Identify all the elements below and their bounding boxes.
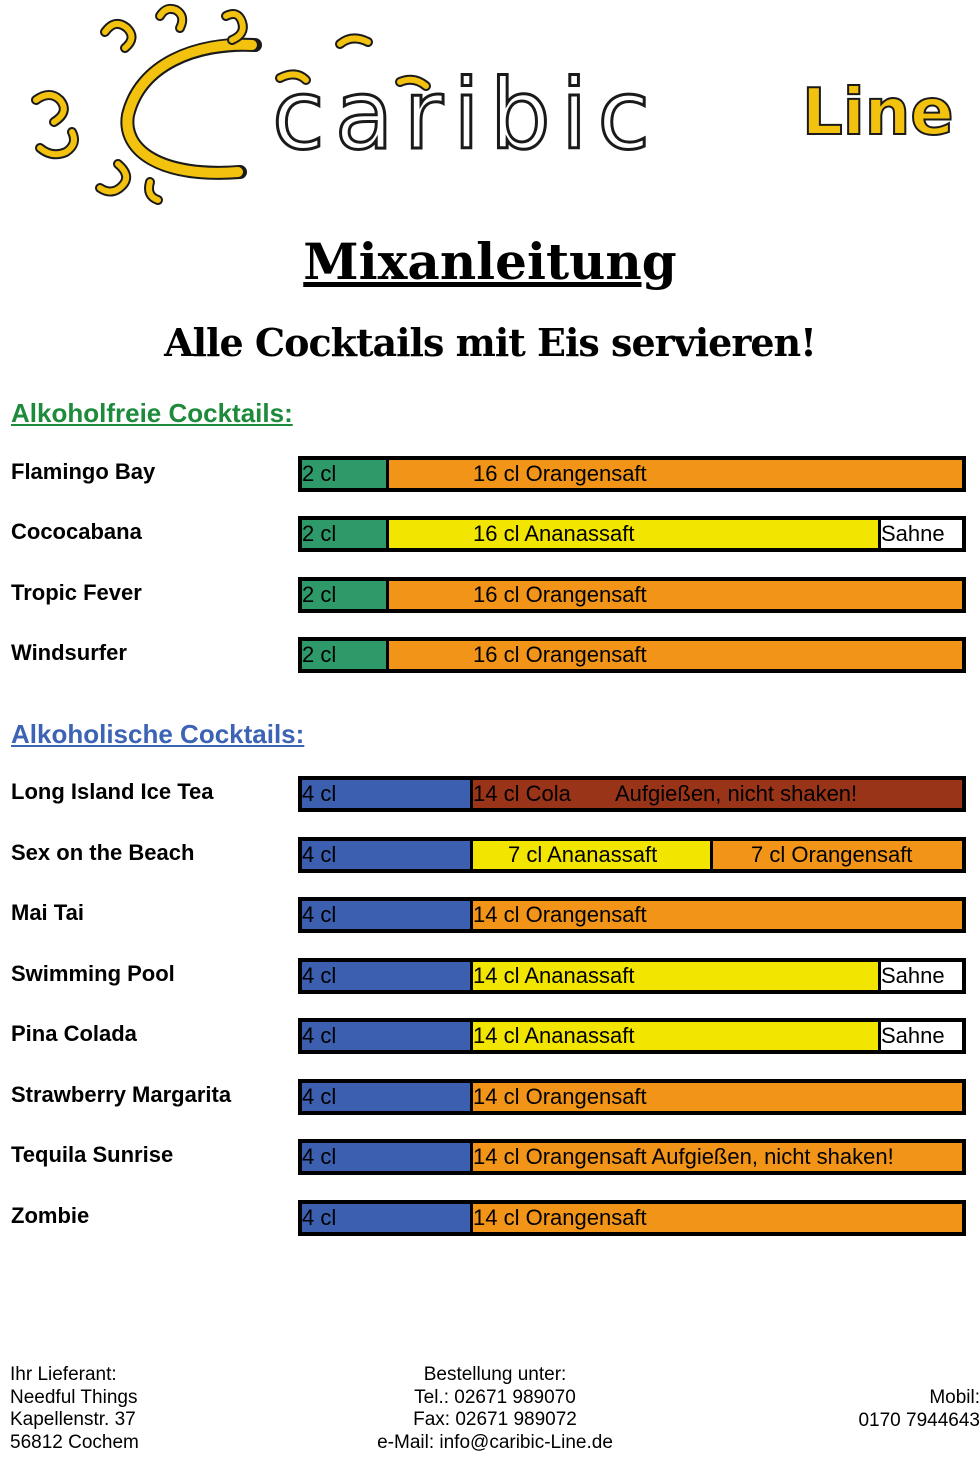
non-alcoholic-heading: Alkoholfreie Cocktails: xyxy=(11,398,293,428)
instruction-segment: Aufgießen, nicht shaken! xyxy=(615,780,962,808)
cocktail-name: Tropic Fever xyxy=(11,580,142,605)
spirit-segment: 4 cl xyxy=(302,1022,470,1050)
cocktail-row xyxy=(0,897,980,933)
spirit-segment: 2 cl xyxy=(302,460,386,488)
juice-segment: 14 cl Orangensaft xyxy=(470,1083,962,1111)
supplier-city: 56812 Cochem xyxy=(10,1431,139,1453)
order-tel: Tel.: 02671 989070 xyxy=(414,1386,576,1408)
spirit-segment: 2 cl xyxy=(302,581,386,609)
page-title: Mixanleitung xyxy=(303,232,677,291)
cocktail-name: Flamingo Bay xyxy=(11,459,156,484)
cocktail-row xyxy=(0,637,980,673)
recipe-bar xyxy=(298,1018,966,1054)
spirit-segment: 4 cl xyxy=(302,841,470,869)
cocktail-name: Sex on the Beach xyxy=(11,840,195,865)
cocktail-name: Swimming Pool xyxy=(11,961,175,986)
spirit-segment: 2 cl xyxy=(302,641,386,669)
order-label: Bestellung unter: xyxy=(423,1364,567,1385)
spirit-segment: 4 cl xyxy=(302,962,470,990)
mobile-block xyxy=(720,1387,980,1432)
juice-segment: 14 cl Orangensaft xyxy=(470,901,962,929)
cocktail-row xyxy=(0,1079,980,1115)
recipe-bar xyxy=(298,637,966,673)
juice-segment: 14 cl Ananassaft xyxy=(470,1022,878,1050)
spirit-segment: 4 cl xyxy=(302,1204,470,1232)
juice-segment: 7 cl Ananassaft xyxy=(470,841,710,869)
cocktail-row xyxy=(0,1200,980,1236)
recipe-bar xyxy=(298,958,966,994)
juice-segment: 7 cl Orangensaft xyxy=(710,841,962,869)
cocktail-row xyxy=(0,776,980,812)
cocktail-name: Tequila Sunrise xyxy=(11,1142,174,1167)
cocktail-name: Long Island Ice Tea xyxy=(11,779,214,804)
cola-segment: 14 cl Cola xyxy=(470,780,615,808)
cocktail-name: Zombie xyxy=(11,1203,90,1228)
spirit-segment: 4 cl xyxy=(302,1143,470,1171)
cocktail-name: Windsurfer xyxy=(11,640,127,665)
spirit-segment: 4 cl xyxy=(302,780,470,808)
supplier-label: Ihr Lieferant: xyxy=(10,1364,117,1385)
logo-brand-main: caribic xyxy=(272,59,661,171)
cocktail-row xyxy=(0,958,980,994)
recipe-bar xyxy=(298,577,966,613)
cocktail-row xyxy=(0,456,980,492)
mobile-number: 0170 7944643 xyxy=(858,1409,980,1431)
recipe-bar xyxy=(298,1079,966,1115)
caribic-line-logo xyxy=(0,0,980,210)
recipe-bar xyxy=(298,1200,966,1236)
cocktail-name: Mai Tai xyxy=(11,900,84,925)
order-email[interactable]: e-Mail: info@caribic-Line.de xyxy=(377,1431,613,1453)
cream-segment: Sahne xyxy=(878,1022,962,1050)
mobile-label: Mobil: xyxy=(929,1387,980,1408)
recipe-bar xyxy=(298,516,966,552)
cocktail-name: Pina Colada xyxy=(11,1021,137,1046)
cocktail-name: Cococabana xyxy=(11,519,142,544)
logo-brand-accent: Line xyxy=(802,76,954,150)
supplier-name: Needful Things xyxy=(10,1386,138,1408)
order-block xyxy=(340,1364,650,1454)
cream-segment: Sahne xyxy=(878,962,962,990)
juice-segment: 16 cl Orangensaft xyxy=(386,581,962,609)
cocktail-name: Strawberry Margarita xyxy=(11,1082,232,1107)
supplier-street: Kapellenstr. 37 xyxy=(10,1409,136,1430)
cocktail-row xyxy=(0,516,980,552)
recipe-bar xyxy=(298,456,966,492)
recipe-bar xyxy=(298,1139,966,1175)
alcoholic-heading: Alkoholische Cocktails: xyxy=(11,719,305,749)
juice-segment: 16 cl Orangensaft xyxy=(386,460,962,488)
spirit-segment: 4 cl xyxy=(302,1083,470,1111)
juice-segment: 14 cl Ananassaft xyxy=(470,962,878,990)
recipe-bar xyxy=(298,837,966,873)
juice-segment: 14 cl Orangensaft Aufgießen, nicht shaken! xyxy=(470,1143,962,1171)
juice-segment: 16 cl Ananassaft xyxy=(386,520,878,548)
cocktail-row xyxy=(0,1018,980,1054)
cocktail-row xyxy=(0,577,980,613)
recipe-bar xyxy=(298,776,966,812)
recipe-bar xyxy=(298,897,966,933)
sun-icon xyxy=(0,0,980,210)
cocktail-row xyxy=(0,1139,980,1175)
juice-segment: 16 cl Orangensaft xyxy=(386,641,962,669)
page-subtitle: Alle Cocktails mit Eis servieren! xyxy=(164,320,816,365)
cocktail-row xyxy=(0,837,980,873)
supplier-block xyxy=(10,1364,139,1454)
order-fax: Fax: 02671 989072 xyxy=(413,1409,577,1430)
cream-segment: Sahne xyxy=(878,520,962,548)
juice-segment: 14 cl Orangensaft xyxy=(470,1204,962,1232)
spirit-segment: 2 cl xyxy=(302,520,386,548)
spirit-segment: 4 cl xyxy=(302,901,470,929)
